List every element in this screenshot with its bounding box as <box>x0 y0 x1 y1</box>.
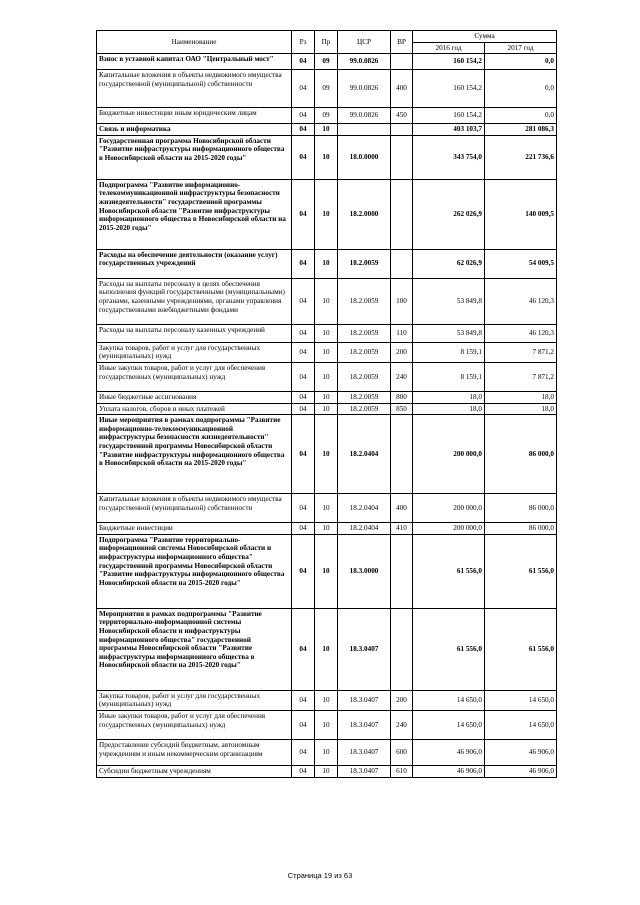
row-vr: 400 <box>391 494 413 523</box>
row-sum-2017: 14 650,0 <box>485 690 557 710</box>
row-sum-2017: 0,0 <box>485 70 557 108</box>
header-csr: ЦСР <box>338 31 391 54</box>
table-row <box>97 362 557 391</box>
row-sum-2017: 86 000,0 <box>485 415 557 494</box>
row-pr: 10 <box>315 362 338 391</box>
row-name: Закупка товаров, работ и услуг для государственных (муниципальных) нужд <box>97 342 292 362</box>
table-row <box>97 124 557 136</box>
row-sum-2017: 0,0 <box>485 54 557 70</box>
row-sum-2016: 262 026,9 <box>413 179 485 249</box>
row-pr: 10 <box>315 403 338 415</box>
row-name: Иные бюджетные ассигнования <box>97 391 292 403</box>
row-vr: 850 <box>391 403 413 415</box>
row-name: Подпрограмма "Развитие территориально-информационной системы Новосибирской области и инфраструктуры информационного общества" государственной программы Новосибирской области "Развитие инфраструктуры информационного общества Новосибирской области на 2015-2020 годы" <box>97 534 292 608</box>
row-name: Уплата налогов, сборов и иных платежей <box>97 403 292 415</box>
row-sum-2017: 18,0 <box>485 391 557 403</box>
row-sum-2016: 200 000,0 <box>413 494 485 523</box>
row-sum-2016: 160 154,2 <box>413 54 485 70</box>
row-sum-2016: 61 556,0 <box>413 608 485 690</box>
row-name: Предоставление субсидий бюджетным, автономным учреждениям и иным некоммерческим организациям <box>97 739 292 765</box>
budget-table <box>96 30 557 778</box>
row-csr: 99.0.0826 <box>338 108 391 124</box>
row-pr: 09 <box>315 70 338 108</box>
row-sum-2016: 18,0 <box>413 403 485 415</box>
row-rz: 04 <box>292 362 315 391</box>
row-sum-2017: 0,0 <box>485 108 557 124</box>
table-row <box>97 324 557 342</box>
row-sum-2016: 8 159,1 <box>413 362 485 391</box>
row-vr <box>391 608 413 690</box>
row-sum-2016: 46 906,0 <box>413 765 485 777</box>
row-pr: 09 <box>315 54 338 70</box>
table-row <box>97 391 557 403</box>
header-pr: Пр <box>315 31 338 54</box>
row-name: Капитальные вложения в объекты недвижимого имущества государственной (муниципальной) собственности <box>97 494 292 523</box>
row-csr: 18.3.0407 <box>338 710 391 739</box>
row-csr: 18.2.0404 <box>338 523 391 535</box>
table-row <box>97 765 557 777</box>
row-vr: 600 <box>391 739 413 765</box>
row-name: Взнос в уставной капитал ОАО "Центральный мост" <box>97 54 292 70</box>
row-rz: 04 <box>292 108 315 124</box>
table-row <box>97 494 557 523</box>
row-sum-2017: 7 871,2 <box>485 342 557 362</box>
table-row <box>97 403 557 415</box>
row-csr: 99.0.0826 <box>338 54 391 70</box>
row-sum-2016: 343 754,0 <box>413 135 485 179</box>
row-pr: 10 <box>315 342 338 362</box>
row-csr: 18.2.0059 <box>338 324 391 342</box>
row-sum-2016: 200 000,0 <box>413 415 485 494</box>
table-row <box>97 739 557 765</box>
row-pr: 10 <box>315 278 338 324</box>
header-vr: ВР <box>391 31 413 54</box>
table-row <box>97 710 557 739</box>
row-pr: 10 <box>315 135 338 179</box>
row-pr: 10 <box>315 765 338 777</box>
row-pr: 10 <box>315 534 338 608</box>
row-vr <box>391 54 413 70</box>
row-name: Закупка товаров, работ и услуг для государственных (муниципальных) нужд <box>97 690 292 710</box>
table-row <box>97 179 557 249</box>
row-vr: 410 <box>391 523 413 535</box>
row-rz: 04 <box>292 403 315 415</box>
row-vr <box>391 124 413 136</box>
row-name: Связь и информатика <box>97 124 292 136</box>
row-name: Расходы на выплаты персоналу в целях обеспечения выполнения функций государственными (муниципальными) органами, казенными учреждениями, органами управления государственными внебюджетными фондами <box>97 278 292 324</box>
table-row <box>97 534 557 608</box>
row-vr: 240 <box>391 710 413 739</box>
row-csr: 18.2.0059 <box>338 391 391 403</box>
table-row <box>97 278 557 324</box>
header-year-2016: 2016 год <box>413 42 485 54</box>
row-sum-2017: 54 009,5 <box>485 249 557 278</box>
row-csr: 18.3.0407 <box>338 608 391 690</box>
row-csr: 18.2.0059 <box>338 362 391 391</box>
row-sum-2017: 46 120,3 <box>485 324 557 342</box>
row-name: Бюджетные инвестиции иным юридическим лицам <box>97 108 292 124</box>
row-pr: 10 <box>315 324 338 342</box>
row-csr <box>338 124 391 136</box>
row-rz: 04 <box>292 690 315 710</box>
row-name: Расходы на обеспечение деятельности (оказание услуг) государственных учреждений <box>97 249 292 278</box>
row-vr: 240 <box>391 362 413 391</box>
row-sum-2017: 140 009,5 <box>485 179 557 249</box>
table-row <box>97 523 557 535</box>
row-vr: 200 <box>391 342 413 362</box>
row-sum-2016: 8 159,1 <box>413 342 485 362</box>
header-name: Наименование <box>97 31 292 54</box>
row-csr: 18.3.0000 <box>338 534 391 608</box>
row-csr: 18.3.0407 <box>338 690 391 710</box>
row-name: Иные закупки товаров, работ и услуг для обеспечения государственных (муниципальных) нужд <box>97 710 292 739</box>
row-sum-2016: 53 849,8 <box>413 324 485 342</box>
row-rz: 04 <box>292 608 315 690</box>
row-csr: 99.0.0826 <box>338 70 391 108</box>
table-body <box>97 54 557 777</box>
row-pr: 10 <box>315 124 338 136</box>
row-sum-2016: 53 849,8 <box>413 278 485 324</box>
row-sum-2016: 403 103,7 <box>413 124 485 136</box>
row-sum-2017: 61 556,0 <box>485 608 557 690</box>
row-vr <box>391 534 413 608</box>
row-vr: 450 <box>391 108 413 124</box>
row-rz: 04 <box>292 523 315 535</box>
row-rz: 04 <box>292 391 315 403</box>
row-rz: 04 <box>292 70 315 108</box>
row-sum-2017: 18,0 <box>485 403 557 415</box>
row-sum-2017: 281 086,3 <box>485 124 557 136</box>
row-csr: 18.2.0404 <box>338 494 391 523</box>
row-rz: 04 <box>292 342 315 362</box>
row-csr: 18.3.0407 <box>338 765 391 777</box>
row-sum-2017: 46 906,0 <box>485 739 557 765</box>
row-name: Иные мероприятия в рамках подпрограммы "Развитие информационно-телекоммуникационной инфраструктуры безопасности жизнедеятельности" государственной программы Новосибирской области "Развитие инфраструктуры информационного общества в Новосибирской области на 2015-2020 годы" <box>97 415 292 494</box>
row-vr: 110 <box>391 324 413 342</box>
row-sum-2016: 160 154,2 <box>413 108 485 124</box>
row-name: Подпрограмма "Развитие информационно-телекоммуникационной инфраструктуры безопасности жизнедеятельности" государственной программы Новосибирской области "Развитие инфраструктуры информационного общества в Новосибирской области на 2015-2020 годы" <box>97 179 292 249</box>
row-pr: 10 <box>315 739 338 765</box>
header-year-2017: 2017 год <box>485 42 557 54</box>
row-rz: 04 <box>292 710 315 739</box>
row-vr <box>391 179 413 249</box>
header-rz: Рз <box>292 31 315 54</box>
row-rz: 04 <box>292 135 315 179</box>
row-csr: 18.0.0000 <box>338 135 391 179</box>
row-sum-2016: 14 650,0 <box>413 690 485 710</box>
row-sum-2016: 160 154,2 <box>413 70 485 108</box>
row-vr: 100 <box>391 278 413 324</box>
row-sum-2016: 14 650,0 <box>413 710 485 739</box>
row-sum-2017: 86 000,0 <box>485 523 557 535</box>
row-vr <box>391 135 413 179</box>
row-pr: 10 <box>315 415 338 494</box>
row-pr: 10 <box>315 690 338 710</box>
row-sum-2017: 46 906,0 <box>485 765 557 777</box>
row-vr: 610 <box>391 765 413 777</box>
table-row <box>97 342 557 362</box>
row-rz: 04 <box>292 739 315 765</box>
row-name: Государственная программа Новосибирской области "Развитие инфраструктуры информационного общества в Новосибирской области на 2015-2020 годы" <box>97 135 292 179</box>
row-rz: 04 <box>292 124 315 136</box>
row-rz: 04 <box>292 494 315 523</box>
row-sum-2016: 18,0 <box>413 391 485 403</box>
table-row <box>97 690 557 710</box>
row-pr: 10 <box>315 494 338 523</box>
row-rz: 04 <box>292 249 315 278</box>
table-row <box>97 54 557 70</box>
table-row <box>97 249 557 278</box>
table-row <box>97 415 557 494</box>
row-csr: 18.2.0059 <box>338 403 391 415</box>
row-sum-2017: 61 556,0 <box>485 534 557 608</box>
row-name: Бюджетные инвестиции <box>97 523 292 535</box>
row-rz: 04 <box>292 278 315 324</box>
row-csr: 18.2.0059 <box>338 342 391 362</box>
table-row <box>97 135 557 179</box>
row-csr: 18.2.0404 <box>338 415 391 494</box>
row-sum-2016: 61 556,0 <box>413 534 485 608</box>
table-header-row <box>97 31 557 43</box>
row-sum-2016: 200 000,0 <box>413 523 485 535</box>
row-name: Расходы на выплаты персоналу казенных учреждений <box>97 324 292 342</box>
row-vr <box>391 415 413 494</box>
row-name: Субсидии бюджетным учреждениям <box>97 765 292 777</box>
row-csr: 18.2.0059 <box>338 249 391 278</box>
row-csr: 18.2.0059 <box>338 278 391 324</box>
row-pr: 09 <box>315 108 338 124</box>
row-sum-2017: 46 120,3 <box>485 278 557 324</box>
row-name: Иные закупки товаров, работ и услуг для обеспечения государственных (муниципальных) нужд <box>97 362 292 391</box>
row-rz: 04 <box>292 415 315 494</box>
header-sum: Сумма <box>413 31 557 43</box>
row-pr: 10 <box>315 249 338 278</box>
table-row <box>97 608 557 690</box>
row-sum-2017: 14 650,0 <box>485 710 557 739</box>
row-pr: 10 <box>315 608 338 690</box>
row-csr: 18.2.0000 <box>338 179 391 249</box>
row-sum-2017: 221 736,6 <box>485 135 557 179</box>
row-name: Капитальные вложения в объекты недвижимого имущества государственной (муниципальной) собственности <box>97 70 292 108</box>
table-row <box>97 70 557 108</box>
row-sum-2016: 62 026,9 <box>413 249 485 278</box>
row-sum-2017: 86 000,0 <box>485 494 557 523</box>
row-sum-2017: 7 871,2 <box>485 362 557 391</box>
table-row <box>97 108 557 124</box>
row-vr <box>391 249 413 278</box>
row-vr: 200 <box>391 690 413 710</box>
row-csr: 18.3.0407 <box>338 739 391 765</box>
row-sum-2016: 46 906,0 <box>413 739 485 765</box>
row-rz: 04 <box>292 179 315 249</box>
row-pr: 10 <box>315 523 338 535</box>
row-pr: 10 <box>315 179 338 249</box>
row-pr: 10 <box>315 710 338 739</box>
row-rz: 04 <box>292 324 315 342</box>
row-pr: 10 <box>315 391 338 403</box>
page-footer: Страница 19 из 63 <box>287 871 353 880</box>
row-rz: 04 <box>292 765 315 777</box>
row-vr: 800 <box>391 391 413 403</box>
row-rz: 04 <box>292 534 315 608</box>
row-vr: 400 <box>391 70 413 108</box>
row-name: Мероприятия в рамках подпрограммы "Развитие территориально-информационной системы Новосибирской области и инфраструктуры информационного общества" государственной программы Новосибирской области "Развитие инфраструктуры информационного общества в Новосибирской области на 2015-2020 годы" <box>97 608 292 690</box>
row-rz: 04 <box>292 54 315 70</box>
